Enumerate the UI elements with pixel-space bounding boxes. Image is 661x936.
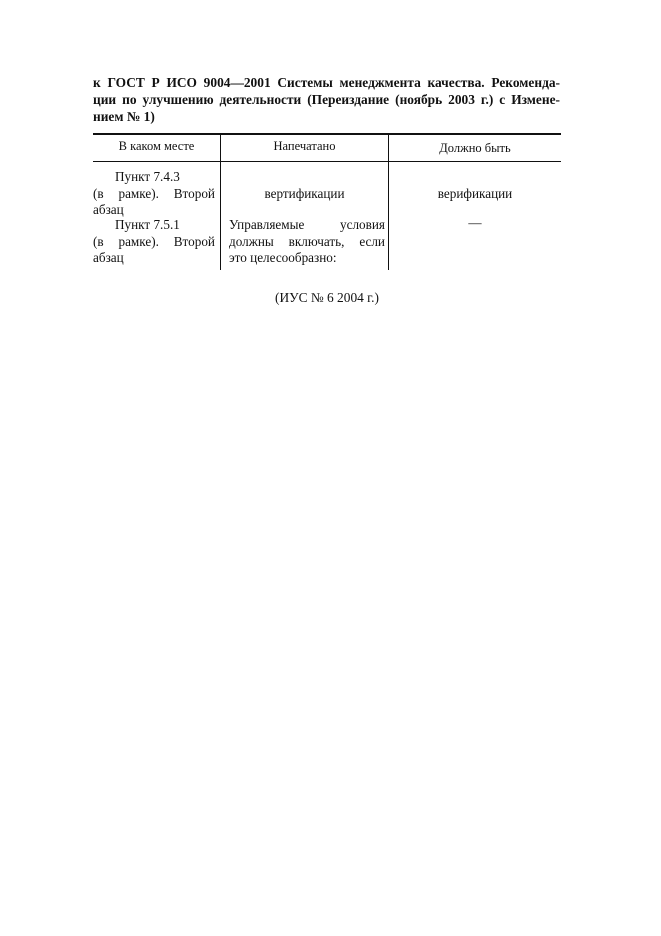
row-2-place-line-2: (в рамке). Второй: [93, 233, 215, 249]
heading-line-2: ции по улучшению деятельности (Переиздание (ноябрь 2003 г.) с Измене-: [93, 92, 560, 107]
header-should-be: Должно быть: [439, 141, 511, 155]
row-1-should-be: верификации: [437, 186, 513, 201]
row-1-place-line-2: (в рамке). Второй: [93, 185, 215, 201]
row-2-place-line-3: абзац: [93, 250, 124, 265]
header-printed: Напечатано: [273, 139, 336, 153]
row-2-place: [93, 217, 215, 267]
row-1-printed: вертификации: [264, 186, 345, 201]
header-place: В каком месте: [118, 139, 195, 153]
heading-line-1: к ГОСТ Р ИСО 9004—2001 Системы менеджмента качества. Рекоменда-: [93, 75, 560, 90]
heading-line-3: нием № 1): [93, 109, 155, 124]
row-2-printed: [229, 217, 385, 267]
table-header-rule: [93, 161, 561, 162]
amendment-heading: [93, 74, 560, 125]
row-1-place-line-3: абзац: [93, 202, 124, 217]
table-top-rule: [93, 133, 561, 135]
row-2-printed-line-3: это целесообразно:: [229, 250, 337, 265]
corrections-table: [93, 133, 561, 270]
row-2-printed-line-1: Управляемые условия: [229, 217, 385, 232]
row-1-place-line-1: Пункт 7.4.3: [115, 169, 180, 184]
row-2-printed-line-2: должны включать, если: [229, 233, 385, 249]
source-reference: (ИУС № 6 2004 г.): [275, 290, 379, 305]
row-1-place: [93, 169, 215, 219]
row-2-place-line-1: Пункт 7.5.1: [115, 217, 180, 232]
row-2-should-be: —: [468, 215, 482, 230]
